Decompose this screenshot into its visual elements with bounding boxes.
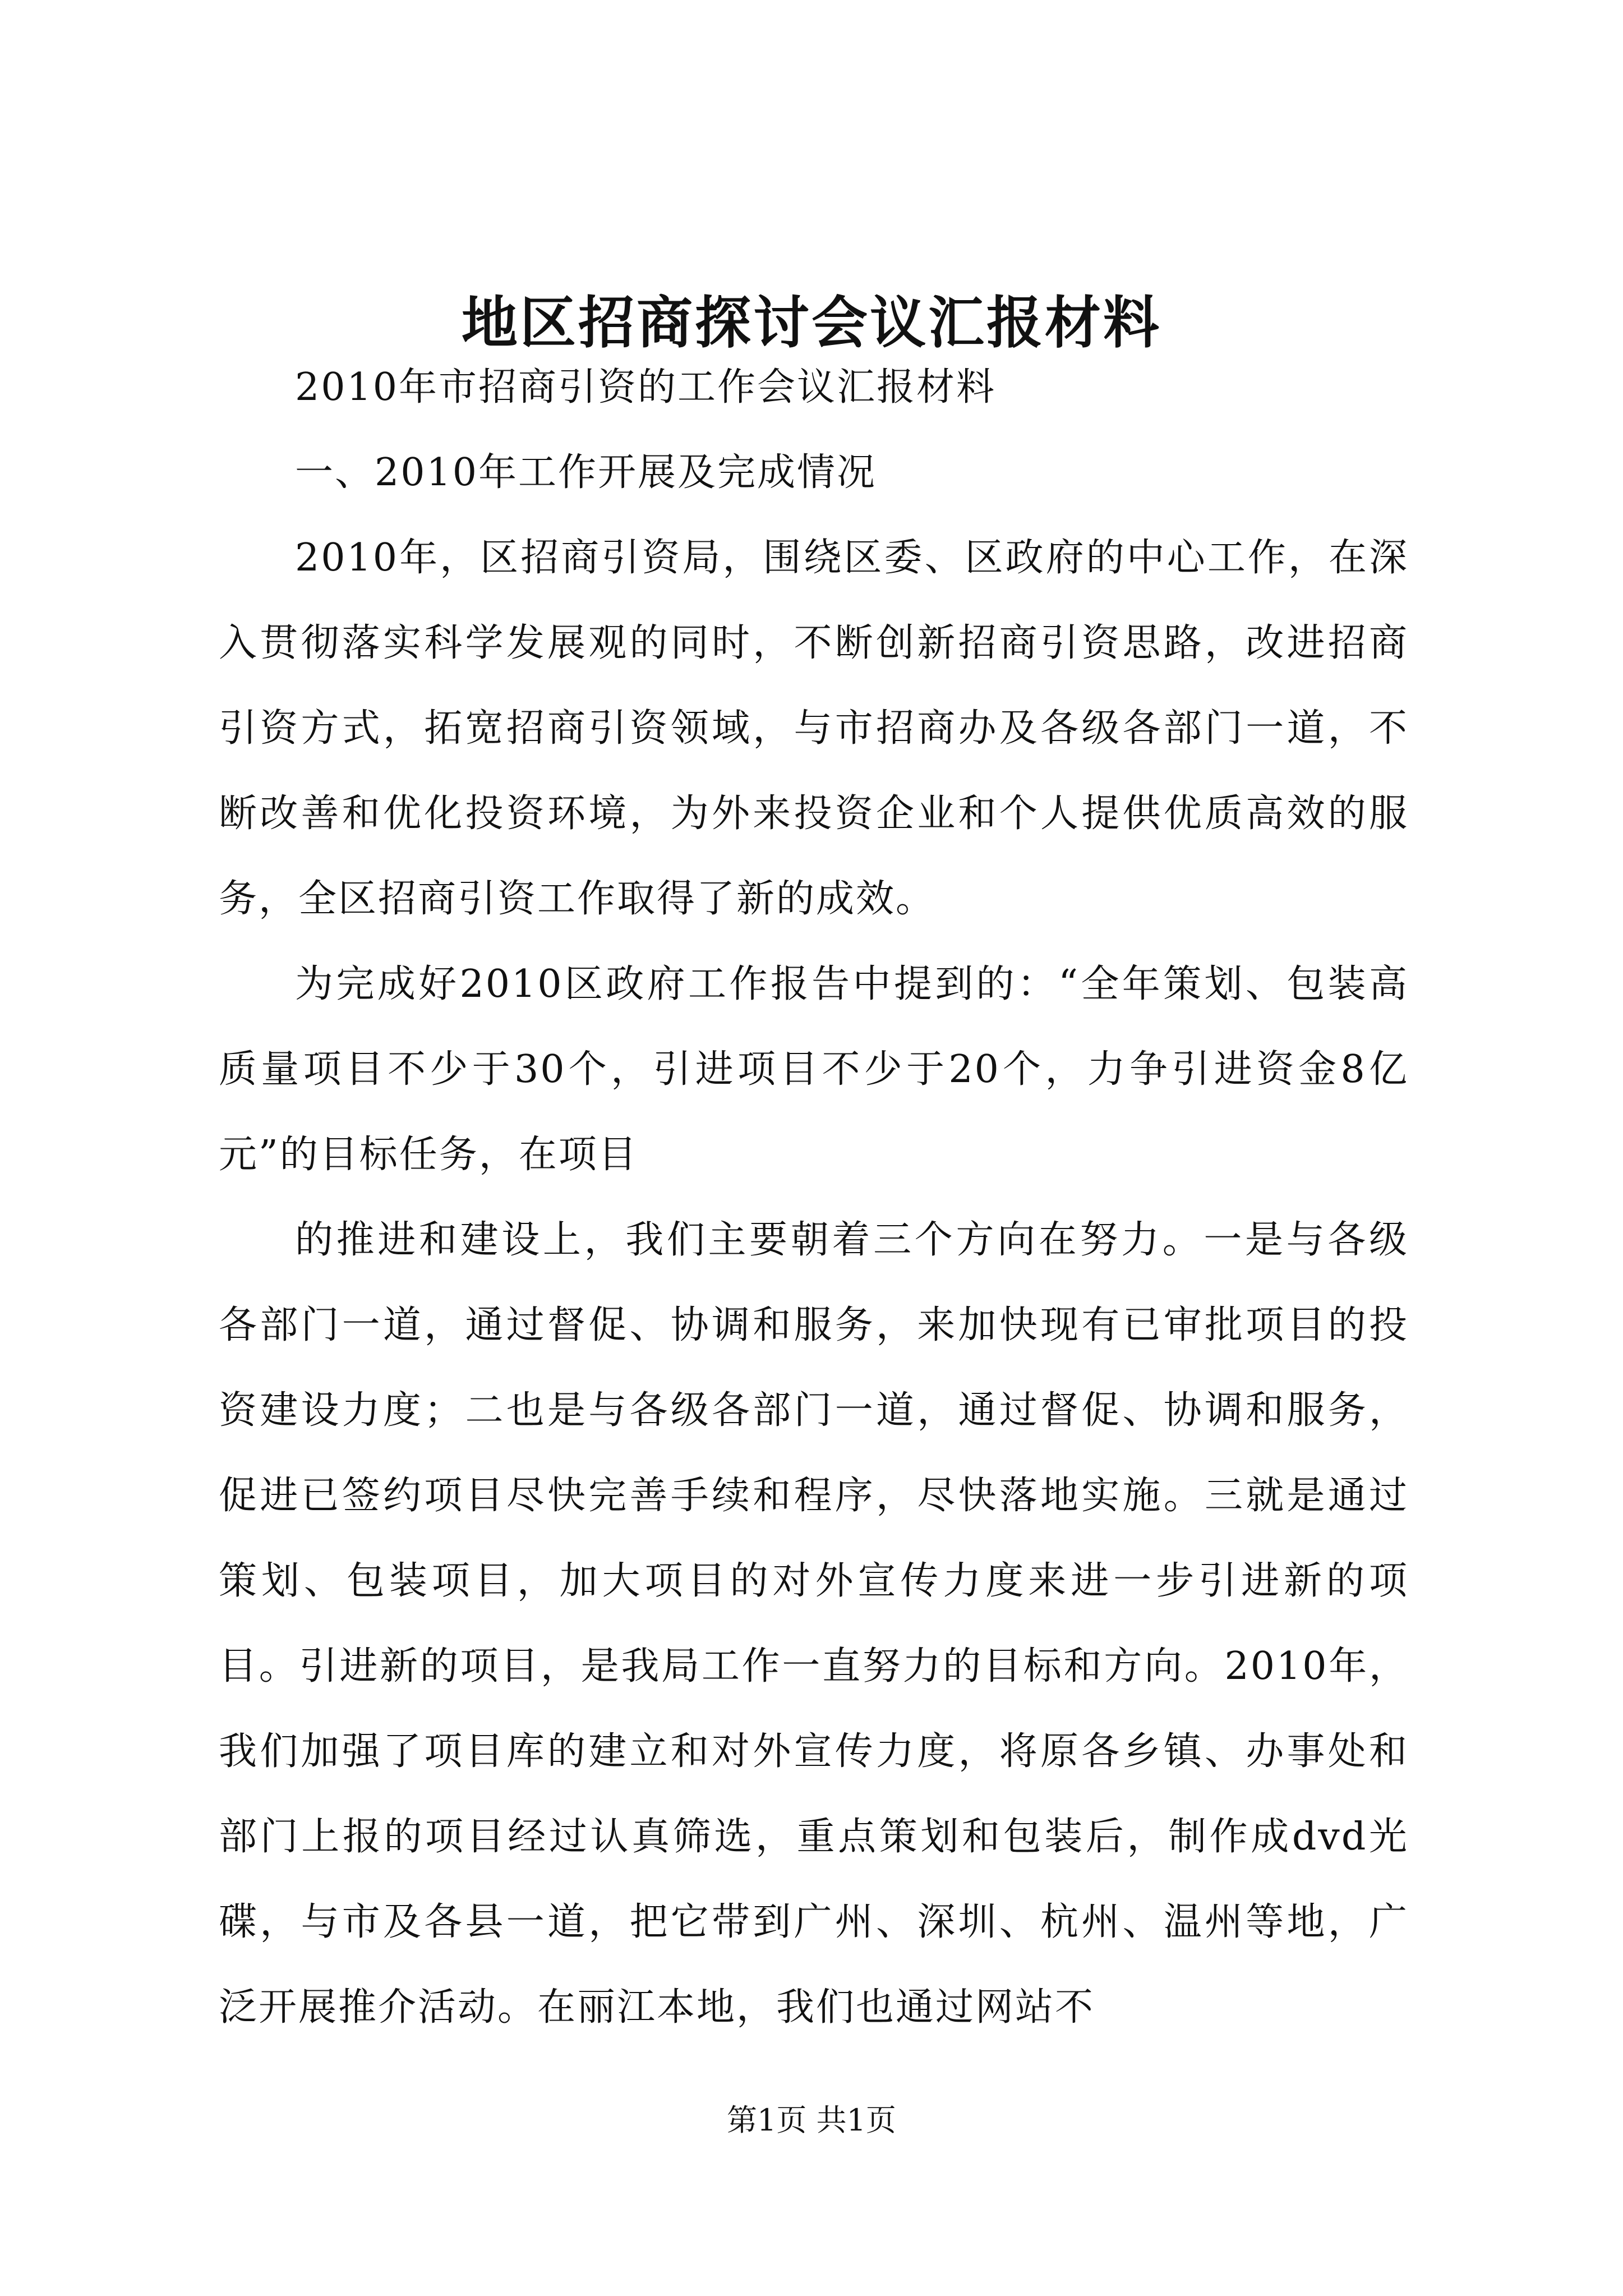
- paragraph-body: 的推进和建设上，我们主要朝着三个方向在努力。一是与各级各部门一道，通过督促、协调和服务，来加快现有已审批项目的投资建设力度；二也是与各级各部门一道，通过督促、协调和服务，促进已签约项目尽快完善手续和程序，尽快落地实施。三就是通过策划、包装项目，加大项目的对外宣传力度来进一步引进新的项目。引进新的项目，是我局工作一直努力的目标和方向。2010年，我们加强了项目库的建立和对外宣传力度，将原各乡镇、办事处和部门上报的项目经过认真筛选，重点策划和包装后，制作成dvd光碟，与市及各县一道，把它带到广州、深圳、杭州、温州等地，广泛开展推介活动。在丽江本地，我们也通过网站不: [219, 1218, 1409, 2030]
- page-footer: 第1页 共1页: [727, 2102, 896, 2138]
- document-title: 地区招商探讨会议汇报材料: [462, 289, 1161, 356]
- paragraph-body: 为完成好2010区政府工作报告中提到的：“全年策划、包装高质量项目不少于30个，引进项目不少于20个，力争引进资金8亿元”的目标任务，在项目: [219, 962, 1409, 1177]
- paragraph-subtitle: 2010年市招商引资的工作会议汇报材料: [295, 365, 997, 409]
- paragraph-body: 2010年，区招商引资局，围绕区委、区政府的中心工作，在深入贯彻落实科学发展观的同时，不断创新招商引资思路，改进招商引资方式，拓宽招商引资领域，与市招商办及各级各部门一道，不断改善和优化投资环境，为外来投资企业和个人提供优质高效的服务，全区招商引资工作取得了新的成效。: [219, 536, 1409, 921]
- paragraph-section-heading: 一、2010年工作开展及完成情况: [295, 450, 877, 495]
- document-body: [219, 345, 1409, 2050]
